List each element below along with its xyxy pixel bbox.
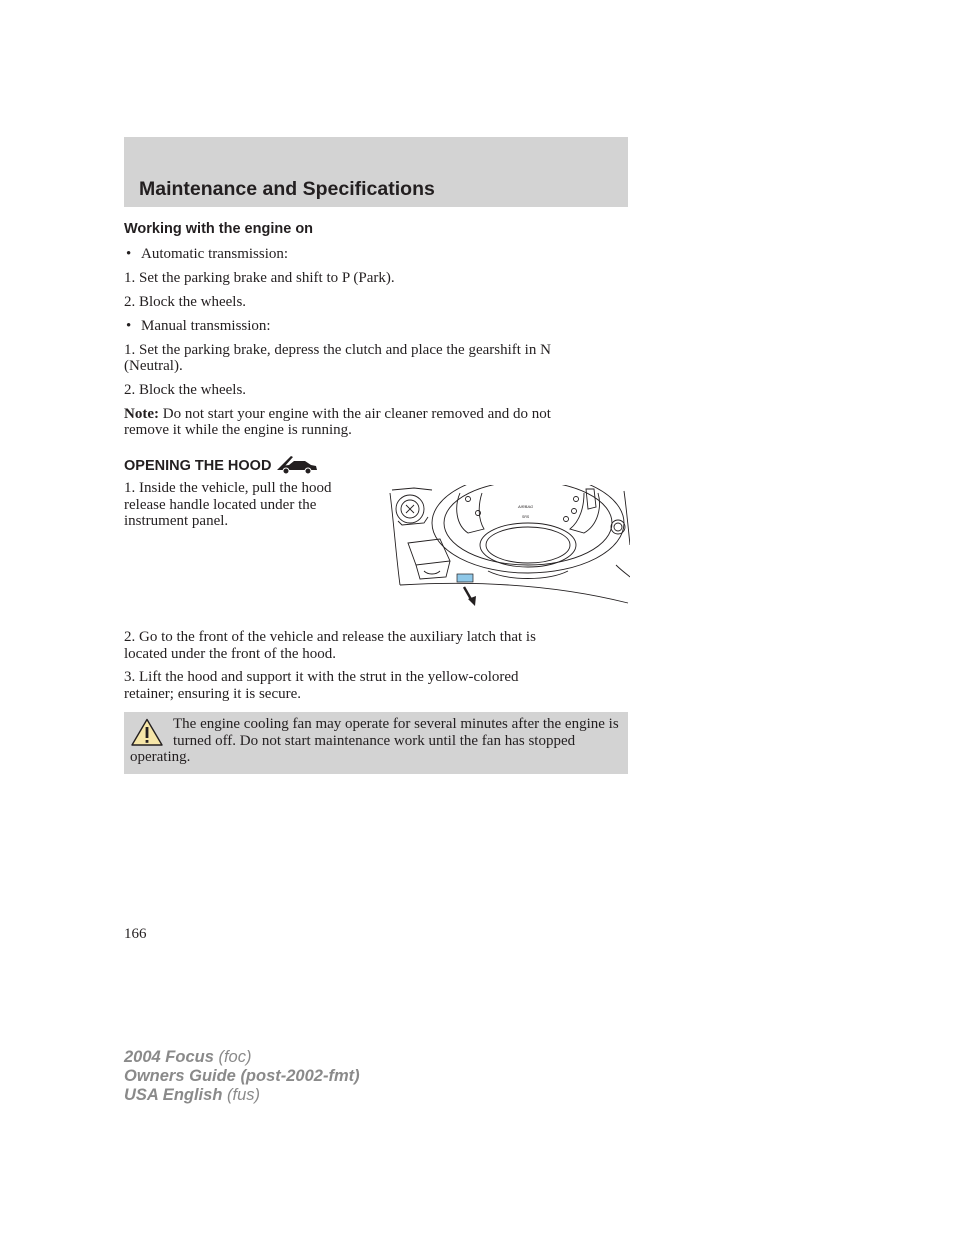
svg-text:AIRBAG: AIRBAG (518, 504, 534, 509)
note-line-2: remove it while the engine is running. (124, 422, 352, 438)
automatic-step-1: 1. Set the parking brake and shift to P (Park). (124, 270, 395, 286)
section-header-band (124, 137, 628, 207)
car-hood-open-icon (275, 455, 319, 477)
page-number: 166 (124, 926, 147, 942)
footer-line-1: 2004 Focus (foc) (124, 1048, 252, 1066)
warning-text: The engine cooling fan may operate for several minutes after the engine is turned off. Do not start maintenance work until the fan has stopped operating. (130, 716, 619, 765)
svg-text:SRS: SRS (522, 515, 530, 519)
footer-line-3: USA English (fus) (124, 1086, 260, 1104)
hood-step-3: 3. Lift the hood and support it with the strut in the yellow-colored retainer; ensuring it is secure. (124, 669, 519, 702)
manual-step-2: 2. Block the wheels. (124, 382, 247, 398)
automatic-step-2: 2. Block the wheels. (124, 294, 247, 310)
footer-line-2: Owners Guide (post-2002-fmt) (124, 1067, 360, 1085)
hood-step-1: 1. Inside the vehicle, pull the hood release handle located under the instrument panel. (124, 480, 332, 529)
automatic-transmission-label: • Automatic transmission: (124, 246, 288, 263)
note-line-1: Note: Do not start your engine with the air cleaner removed and do not (124, 406, 551, 422)
footer (124, 1048, 360, 1105)
manual-transmission-label: • Manual transmission: (124, 318, 271, 335)
warning-box (124, 712, 628, 774)
manual-step-1-line-1: 1. Set the parking brake, depress the clutch and place the gearshift in N (124, 342, 551, 358)
section-title: Maintenance and Specifications (139, 178, 435, 200)
manual-step-1-line-2: (Neutral). (124, 358, 183, 374)
note-label: Note: (124, 406, 159, 422)
instrument-panel-illustration (388, 485, 630, 610)
hood-step-2: 2. Go to the front of the vehicle and release the auxiliary latch that is located under the front of the hood. (124, 629, 536, 662)
engine-on-heading: Working with the engine on (124, 221, 314, 237)
hood-release-handle (457, 574, 473, 582)
opening-hood-heading: OPENING THE HOOD (124, 455, 319, 477)
